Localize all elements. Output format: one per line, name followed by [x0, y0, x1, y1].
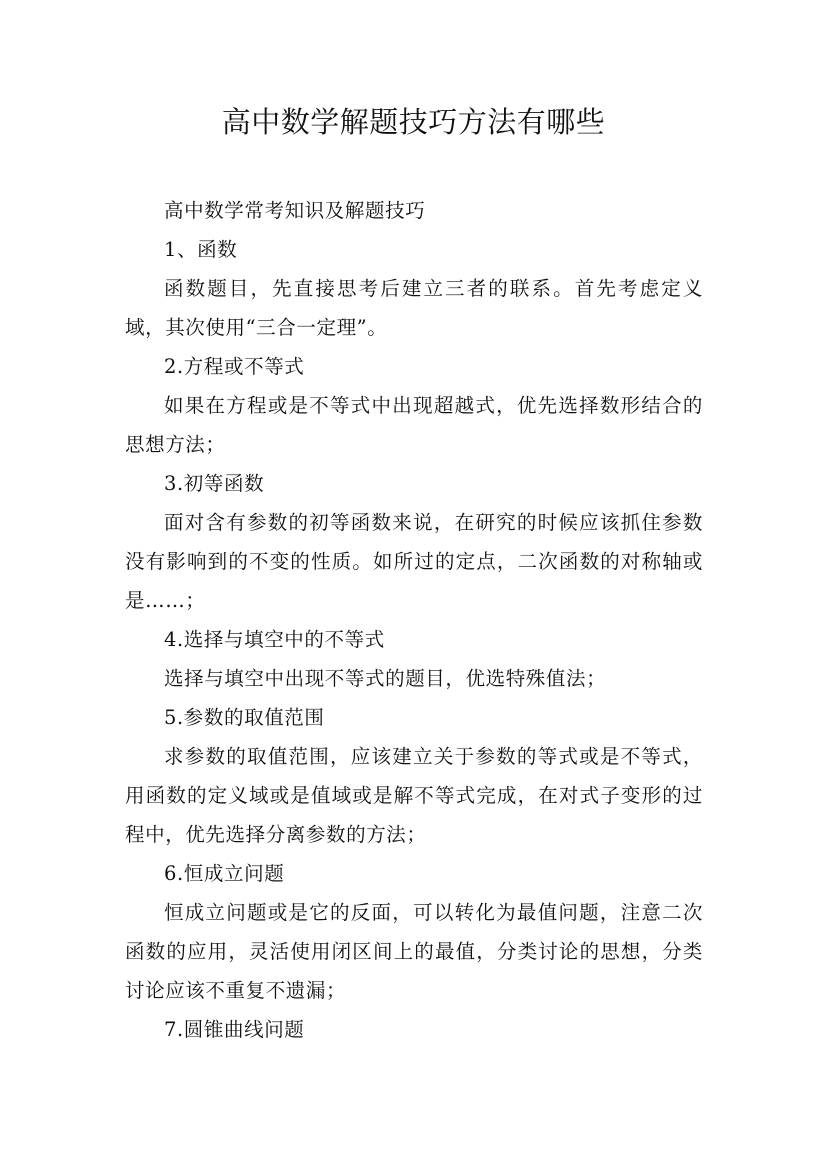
- section-heading-function: 1、函数: [164, 238, 238, 261]
- paragraph-equation: 如果在方程或是不等式中出现超越式，优先选择数形结合的思想方法；: [125, 394, 703, 456]
- paragraph-choice-inequality: 选择与填空中出现不等式的题目，优选特殊值法；: [164, 667, 607, 690]
- section-heading-always-true: 6.恒成立问题: [164, 862, 285, 885]
- paragraph-parameter-range: 求参数的取值范围，应该建立关于参数的等式或是不等式，用函数的定义域或是值域或是解不等式完成，在对式子变形的过程中，优先选择分离参数的方法；: [125, 745, 703, 846]
- document-body: [125, 191, 703, 1049]
- paragraph-function: 函数题目，先直接思考后建立三者的联系。首先考虑定义域，其次使用“三合一定理”。: [125, 277, 703, 339]
- document-title: 高中数学解题技巧方法有哪些: [221, 105, 606, 139]
- section-heading-elementary-function: 3.初等函数: [164, 472, 265, 495]
- section-heading-choice-inequality: 4.选择与填空中的不等式: [164, 628, 385, 651]
- paragraph-always-true: 恒成立问题或是它的反面，可以转化为最值问题，注意二次函数的应用，灵活使用闭区间上的最值，分类讨论的思想，分类讨论应该不重复不遗漏；: [125, 901, 703, 1002]
- section-heading-equation: 2.方程或不等式: [164, 355, 305, 378]
- paragraph-intro: 高中数学常考知识及解题技巧: [164, 199, 426, 222]
- paragraph-elementary-function: 面对含有参数的初等函数来说，在研究的时候应该抓住参数没有影响到的不变的性质。如所过的定点，二次函数的对称轴或是……；: [125, 511, 703, 612]
- section-heading-parameter-range: 5.参数的取值范围: [164, 706, 325, 729]
- section-heading-conic: 7.圆锥曲线问题: [164, 1018, 305, 1041]
